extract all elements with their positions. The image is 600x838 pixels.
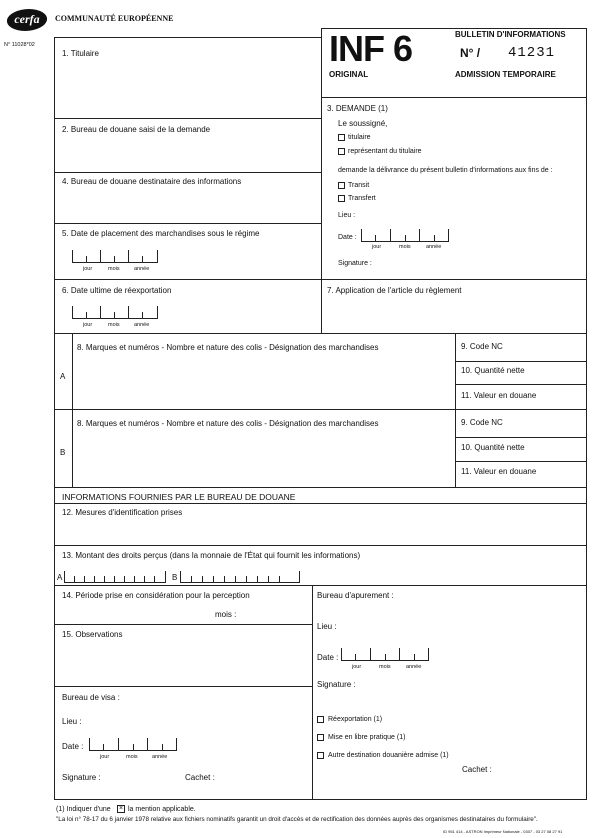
form-code: INF 6 <box>329 28 413 69</box>
original-label: ORIGINAL <box>329 70 369 79</box>
apurement-cachet: Cachet : <box>462 765 492 774</box>
date-mois: mois <box>399 244 411 250</box>
transit-checkbox[interactable] <box>338 182 345 189</box>
footnote-law: "La loi n° 78-17 du 6 janvier 1978 relative aux fichiers nominatifs garantit un droit d'accès et de rectification des données auprès des organismes destinataires du formulaire". <box>56 816 538 823</box>
community-title: COMMUNAUTÉ EUROPÉENNE <box>55 14 174 23</box>
bulletin-label: BULLETIN D'INFORMATIONS <box>455 30 566 39</box>
goods-a-desc-field[interactable] <box>74 356 453 407</box>
visa-lieu: Lieu : <box>62 717 82 726</box>
reexportation-checkbox[interactable] <box>317 716 324 723</box>
goods-b-quantite: 10. Quantité nette <box>461 443 525 452</box>
goods-b-desc-label: 8. Marques et numéros - Nombre et nature des colis - Désignation des marchandises <box>77 419 379 428</box>
box-5-label: 5. Date de placement des marchandises sous le régime <box>62 229 260 238</box>
reexportation-label: Réexportation (1) <box>328 716 383 723</box>
visa-signature: Signature : <box>62 773 101 782</box>
row-a-label: A <box>60 372 66 381</box>
goods-b-valeur: 11. Valeur en douane <box>461 467 537 476</box>
date-mois: mois <box>379 664 391 670</box>
goods-b-code-nc: 9. Code NC <box>461 418 503 427</box>
visa-date-label: Date : <box>62 742 84 751</box>
titulaire-checkbox[interactable] <box>338 134 345 141</box>
date-jour: jour <box>352 664 362 670</box>
box-3-lieu-field[interactable] <box>362 208 582 220</box>
visa-lieu-field[interactable] <box>90 714 308 726</box>
apurement-signature: Signature : <box>317 680 356 689</box>
number-value: 41231 <box>508 45 556 61</box>
date-annee: année <box>426 244 442 250</box>
visa-cachet: Cachet : <box>185 773 215 782</box>
box-1-label: 1. Titulaire <box>62 49 99 58</box>
apurement-lieu-field[interactable] <box>340 619 582 631</box>
date-annee: année <box>152 754 168 760</box>
box-15-label: 15. Observations <box>62 630 123 639</box>
box-3-lieu: Lieu : <box>338 212 356 219</box>
box-14-mois: mois : <box>215 610 237 619</box>
date-jour: jour <box>100 754 110 760</box>
date-jour: jour <box>83 266 93 272</box>
box-13-a-field[interactable] <box>64 571 166 583</box>
box-3-date-field[interactable] <box>361 229 449 243</box>
box-2-field[interactable] <box>56 136 320 170</box>
box-12-field[interactable] <box>56 520 585 544</box>
box-14-label: 14. Période prise en considération pour la perception <box>62 591 250 600</box>
row-b-label: B <box>60 448 66 457</box>
number-prefix: N° / <box>460 46 481 60</box>
admission-label: ADMISSION TEMPORAIRE <box>455 70 556 79</box>
libre-pratique-label: Mise en libre pratique (1) <box>328 734 406 741</box>
apurement-lieu: Lieu : <box>317 622 337 631</box>
autre-destination-checkbox[interactable] <box>317 752 324 759</box>
transit-label: Transit <box>348 182 370 189</box>
box-6-date-field[interactable] <box>72 306 158 320</box>
box-15-field[interactable] <box>56 642 310 684</box>
apurement-title: Bureau d'apurement : <box>317 591 394 600</box>
box-5-date-field[interactable] <box>72 250 158 264</box>
box-3-date-label: Date : <box>338 234 357 241</box>
box-4-label: 4. Bureau de douane destinataire des informations <box>62 177 242 186</box>
box-1-field[interactable] <box>56 60 320 110</box>
goods-a-desc-label: 8. Marques et numéros - Nombre et nature des colis - Désignation des marchandises <box>77 343 379 352</box>
footnote-indicate: (1) Indiquer d'une <box>56 806 111 813</box>
goods-a-valeur: 11. Valeur en douane <box>461 391 537 400</box>
box-7-label: 7. Application de l'article du règlement <box>327 286 462 295</box>
footnote-mention: la mention applicable. <box>128 806 196 813</box>
box-4-field[interactable] <box>56 188 320 222</box>
box-12-label: 12. Mesures d'identification prises <box>62 508 183 517</box>
form-number: N° 11028*02 <box>4 42 35 48</box>
date-mois: mois <box>126 754 138 760</box>
date-annee: année <box>134 266 150 272</box>
date-annee: année <box>406 664 422 670</box>
transfert-label: Transfert <box>348 195 376 202</box>
representant-label: représentant du titulaire <box>348 148 422 155</box>
titulaire-label: titulaire <box>348 134 371 141</box>
goods-a-code-nc: 9. Code NC <box>461 342 503 351</box>
apurement-date-field[interactable] <box>341 648 429 662</box>
box-3-title: 3. DEMANDE (1) <box>327 104 388 113</box>
visa-title: Bureau de visa : <box>62 693 120 702</box>
autre-destination-label: Autre destination douanière admise (1) <box>328 752 449 759</box>
libre-pratique-checkbox[interactable] <box>317 734 324 741</box>
goods-a-quantite: 10. Quantité nette <box>461 366 525 375</box>
footnote-x-box-icon: × <box>118 805 124 812</box>
box-13-b-label: B <box>172 573 178 582</box>
box-13-label: 13. Montant des droits perçus (dans la monnaie de l'État qui fournit les informations) <box>62 551 361 560</box>
box-3-signature: Signature : <box>338 260 372 267</box>
apurement-date-label: Date : <box>317 653 339 662</box>
box-2-label: 2. Bureau de douane saisi de la demande <box>62 125 211 134</box>
box-13-b-field[interactable] <box>180 571 300 583</box>
box-14-mois-field[interactable] <box>242 607 308 619</box>
date-mois: mois <box>108 322 120 328</box>
visa-date-field[interactable] <box>89 738 177 752</box>
box-3-soussigne: Le soussigné, <box>338 119 388 128</box>
demande-text: demande la délivrance du présent bulletin d'informations aux fins de : <box>338 167 553 174</box>
cerfa-logo-text: cerfa <box>14 12 40 26</box>
goods-b-desc-field[interactable] <box>74 432 453 484</box>
representant-checkbox[interactable] <box>338 148 345 155</box>
date-mois: mois <box>108 266 120 272</box>
date-jour: jour <box>83 322 93 328</box>
date-annee: année <box>134 322 150 328</box>
date-jour: jour <box>372 244 382 250</box>
printer-info: ID 951 414 - ASTRON Imprimeur Nationale - 0307 - 03 27 08 27 91 <box>443 829 563 834</box>
apurement-field[interactable] <box>400 588 582 600</box>
box-6-label: 6. Date ultime de réexportation <box>62 286 172 295</box>
info-section-header: INFORMATIONS FOURNIES PAR LE BUREAU DE DOUANE <box>62 492 296 502</box>
transfert-checkbox[interactable] <box>338 195 345 202</box>
box-13-a-label: A <box>57 573 63 582</box>
